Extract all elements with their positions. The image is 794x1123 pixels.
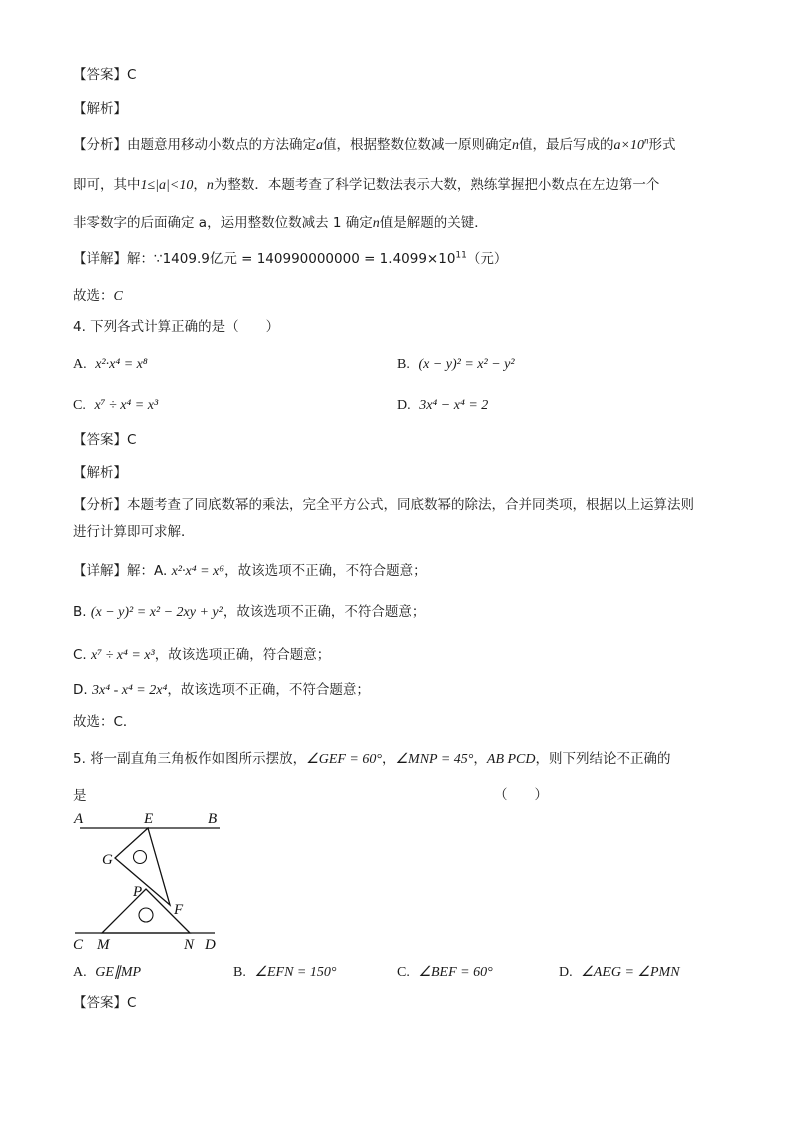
point-label-n: N [184,937,195,953]
q5-stem-text: ，则下列结论不正确的 [535,751,671,767]
q3-choose [73,287,123,306]
option-math: (x − y)² = x² − y² [418,357,515,372]
q3-analysis-line2 [73,176,659,195]
q3-analysis-line1 [73,136,675,155]
q3-var-n: n [512,138,519,153]
option-label: C. [397,965,410,980]
detail-text: ，故该选项不正确，不符合题意； [224,563,427,579]
q5-stem-line2: 是 [73,788,87,804]
point-label-a: A [74,811,84,827]
q4-detail-c [73,646,330,665]
q3-var-a: a [316,138,323,153]
q5-option-d [559,963,680,982]
q4-option-d [397,396,488,415]
detail-text: B. [73,604,91,620]
option-math: GE∥MP [95,965,142,980]
detail-text: D. [73,682,92,698]
point-label-p: P [133,884,143,900]
q5-stem-text: ， [473,751,487,767]
q3-analysis-text: 非零数字的后面确定 a，运用整数位数减去 1 确定 [73,215,373,231]
q3-analysis-text: 即可，其中 [73,177,141,193]
detail-math: (x − y)² = x² − 2xy + y² [90,605,223,620]
q4-option-b [397,355,515,374]
detail-math: x⁷ ÷ x⁴ = x³ [91,648,155,663]
q5-geometry-figure [70,808,230,953]
q4-jiexi-heading: 【解析】 [73,465,127,481]
option-label: C. [73,398,86,413]
q3-detail-unit: （元） [466,251,508,267]
q3-analysis-text: 值，根据整数位数减一原则确定 [323,137,512,153]
q4-detail-d [73,681,370,700]
q3-detail-text: 【详解】解：∵1409.9亿元 = 140990000000 = 1.4099×10 [73,251,456,267]
q3-choose-text: 故选： [73,288,114,304]
q5-answer-paren: （ ） [494,787,548,803]
q4-detail-a [73,562,427,581]
q4-choose: 故选：C． [73,714,137,730]
point-label-f: F [174,902,184,918]
triangle-gef [115,828,170,905]
option-label: B. [233,965,246,980]
point-label-d: D [205,937,216,953]
q4-stem: 4. 下列各式计算正确的是（ ） [73,319,280,335]
q4-analysis-line2: 进行计算即可求解． [73,524,195,540]
q3-answer: 【答案】C [73,67,137,83]
q5-answer: 【答案】C [73,995,137,1011]
q4-analysis-line1: 【分析】本题考查了同底数幂的乘法，完全平方公式，同底数幂的除法，合并同类项，根据以上运算法则 [73,497,694,513]
q3-choose-letter: C [113,289,123,304]
option-label: A. [73,357,87,372]
option-math: ∠BEF = 60° [418,965,493,980]
q3-sci-form-base: a×10 [613,138,644,153]
q3-var-n: n [372,216,380,231]
q3-analysis-line3 [73,214,488,233]
q3-range-math: 1≤|a|<10 [140,178,194,193]
detail-math: x²·x⁴ = x⁶ [171,564,225,579]
option-math: 3x⁴ − x⁴ = 2 [419,398,489,413]
q3-sci-form-exp: n [643,135,649,146]
option-label: A. [73,965,87,980]
detail-text: ，故该选项不正确，不符合题意； [167,682,370,698]
q3-jiexi-heading: 【解析】 [73,101,127,117]
q5-option-c [397,963,493,982]
q4-option-a [73,355,148,374]
option-label: D. [559,965,573,980]
option-math: ∠AEG = ∠PMN [581,965,680,980]
q3-detail [73,250,507,268]
option-math: x²·x⁴ = x⁸ [95,357,148,372]
option-label: B. [397,357,410,372]
q3-analysis-text: 为整数．本题考查了科学记数法表示大数，熟练掌握把小数点在左边第一个 [213,177,660,193]
detail-text: 【详解】解：A. [73,563,172,579]
q5-stem-text: ， [381,751,396,767]
option-math: x⁷ ÷ x⁴ = x³ [94,398,159,413]
q4-option-c [73,396,158,415]
q5-stem-math: AB PCD [486,752,536,767]
q3-analysis-text: 形式 [648,137,676,153]
q5-option-b [233,963,336,982]
q5-option-a [73,963,141,982]
detail-text: C. [73,647,92,663]
q5-stem-math: ∠MNP = 45° [395,752,474,767]
q3-var-n: n [206,178,214,193]
q5-stem-text: 5. 将一副直角三角板作如图所示摆放， [73,751,307,767]
q3-analysis-text: ， [193,177,207,193]
option-math: ∠EFN = 150° [254,965,337,980]
triangle-hole-circle [139,908,153,922]
q4-answer: 【答案】C [73,432,137,448]
q3-analysis-text: 【分析】由题意用移动小数点的方法确定 [73,137,316,153]
point-label-m: M [97,937,110,953]
q3-detail-exp: 11 [455,250,467,261]
q4-detail-b [73,603,425,622]
triangle-hole-circle [134,851,147,864]
q3-analysis-text: 值，最后写成的 [519,137,614,153]
point-label-c: C [73,937,84,953]
q3-analysis-text: 值是解题的关键． [379,215,488,231]
detail-math: 3x⁴ - x⁴ = 2x⁴ [91,683,168,698]
q3-sci-form [613,135,649,153]
point-label-b: B [208,811,218,827]
option-label: D. [397,398,411,413]
point-label-e: E [144,811,154,827]
q5-stem-line1 [73,750,671,769]
q5-stem-math: ∠GEF = 60° [306,752,382,767]
detail-text: ，故该选项不正确，不符合题意； [222,604,426,620]
detail-text: ，故该选项正确，符合题意； [154,647,331,663]
point-label-g: G [102,852,113,868]
